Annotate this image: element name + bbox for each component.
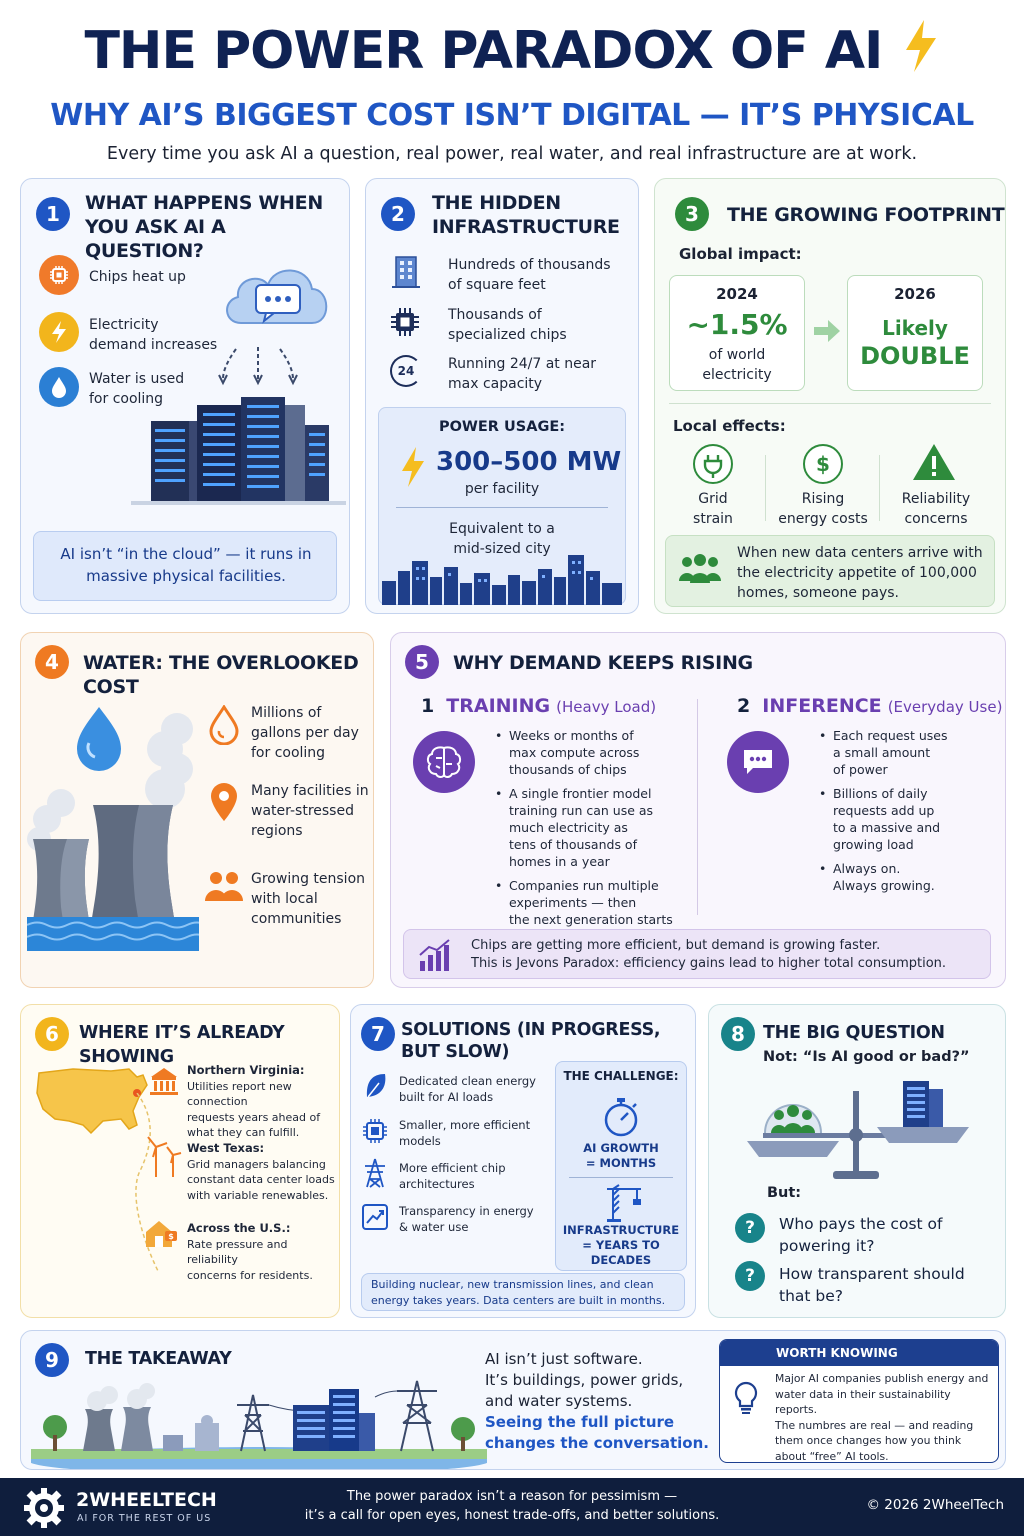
place-name: Across the U.S.: [187, 1221, 291, 1235]
place-line: constant data center loads [187, 1173, 335, 1186]
list-item-line: Many facilities in [251, 783, 369, 799]
clock-label: 24 [397, 364, 415, 378]
list-item-line: regions [251, 823, 303, 839]
bullet: • Weeks or months of max compute across thousands of chips [495, 728, 640, 777]
section-number: 4 [35, 645, 69, 679]
equivalent-line: Equivalent to a [449, 521, 555, 537]
section-number: 7 [361, 1017, 395, 1051]
effect-label-line: Rising [801, 491, 845, 507]
section-title-line: THE HIDDEN [432, 192, 561, 214]
footer-message-line: it’s a call for open eyes, honest trade-offs, and better solutions. [304, 1508, 720, 1523]
heading-sub: (Heavy Load) [556, 698, 657, 716]
list-item-line: Growing tension [251, 871, 366, 887]
section-title [401, 1019, 671, 1063]
global-impact-label: Global impact: [679, 245, 802, 263]
place-line: Utilities report new connection [187, 1079, 292, 1108]
server-rack-icon [131, 347, 346, 507]
list-item-line: with local [251, 891, 318, 907]
takeaway-line: and water systems. [485, 1392, 633, 1410]
section-5-card [390, 632, 1006, 988]
note-line: energy takes years. Data centers are built in months. [371, 1294, 666, 1307]
list-item-line: demand increases [89, 337, 218, 353]
training-heading [421, 693, 656, 720]
question-line: How transparent should [779, 1265, 965, 1283]
equivalent-line: mid-sized city [453, 541, 551, 557]
list-item-line: of square feet [448, 277, 546, 293]
lightning-icon [900, 18, 940, 74]
training-bullets [495, 727, 681, 928]
worth-knowing-title: WORTH KNOWING [776, 1346, 898, 1360]
list-item-line: Running 24/7 at near [448, 356, 597, 372]
people-icon [677, 553, 723, 587]
section-number: 2 [381, 197, 415, 231]
ai-growth-line: = MONTHS [585, 1156, 657, 1170]
section-number: 1 [36, 197, 70, 231]
solution-item [399, 1203, 534, 1235]
bar-chart-icon [417, 937, 453, 973]
section-8-card [708, 1004, 1006, 1318]
effect-label-line: strain [693, 511, 733, 527]
solution-line: More efficient chip [399, 1161, 506, 1175]
lightbulb-icon [733, 1381, 759, 1415]
place-line: with variable renewables. [187, 1188, 329, 1202]
leaf-icon [363, 1071, 389, 1101]
solution-item [399, 1117, 530, 1149]
place-line: concerns for residents. [187, 1268, 313, 1282]
question-mark: ? [745, 1218, 755, 1238]
copyright: © 2026 2WheelTech [866, 1497, 1004, 1513]
house-icon [143, 1217, 179, 1249]
list-item-line: specialized chips [448, 327, 567, 343]
heading-number: 2 [737, 695, 751, 717]
question-line: that be? [779, 1287, 844, 1305]
page-subtitle: WHY AI’S BIGGEST COST ISN’T DIGITAL — IT’S PHYSICAL [50, 98, 974, 133]
list-item: Chips heat up [89, 269, 186, 285]
section-1-card [20, 178, 350, 614]
place-line: requests years ahead of [187, 1110, 321, 1124]
worth-knowing-text [775, 1371, 995, 1464]
ai-growth-line: AI GROWTH [583, 1141, 659, 1155]
list-item [448, 255, 611, 295]
power-usage-label: POWER USAGE: [438, 419, 566, 435]
infrastructure-line: = YEARS TO [582, 1238, 660, 1252]
section-number: 3 [675, 197, 709, 231]
dollar-icon [802, 443, 844, 485]
divider [697, 699, 698, 915]
section-3-note-text [737, 543, 991, 603]
section-number: 6 [35, 1017, 69, 1051]
place-name: West Texas: [187, 1141, 265, 1155]
list-item-line: for cooling [89, 391, 164, 407]
divider [396, 507, 608, 508]
note-line: the electricity appetite of 100,000 [737, 565, 977, 581]
section-title: WHERE IT’S ALREADY SHOWING [79, 1023, 285, 1067]
divider [569, 1177, 673, 1178]
chip-icon [388, 305, 422, 339]
chat-bubble-icon [727, 731, 789, 793]
power-unit: per facility [464, 481, 540, 497]
place-entry [187, 1063, 337, 1141]
section-title-line: YOU ASK AI A QUESTION? [85, 216, 226, 262]
but-label: But: [767, 1185, 802, 1201]
stopwatch-icon [601, 1095, 641, 1139]
chip-icon [361, 1117, 389, 1145]
worth-knowing-line: The numbres are real — and reading [775, 1418, 974, 1432]
section-number: 5 [405, 645, 439, 679]
takeaway-emphasis: Seeing the full picture [485, 1413, 675, 1431]
question-icon [735, 1261, 765, 1291]
list-item-line: Electricity [89, 317, 159, 333]
solution-line: models [399, 1134, 441, 1148]
building-icon [390, 253, 422, 289]
effect-label-line: energy costs [778, 511, 868, 527]
infrastructure-line: DECADES [590, 1253, 652, 1267]
list-item-line: gallons per day [251, 725, 359, 741]
list-item-line: Millions of [251, 705, 322, 721]
note-line: Chips are getting more efficient, but demand is growing faster. [471, 938, 881, 953]
heading-title: INFERENCE [762, 695, 882, 717]
svg-text:$: $ [168, 1232, 174, 1241]
takeaway-line: AI isn’t just software. [485, 1350, 643, 1368]
solution-line: architectures [399, 1177, 475, 1191]
section-1-note-text [41, 543, 331, 587]
list-item [448, 354, 596, 394]
section-6-card [20, 1004, 340, 1318]
page-title [0, 18, 1024, 84]
place-entry [187, 1221, 337, 1283]
section-title-line: WHAT HAPPENS WHEN [85, 192, 323, 214]
effect-label [663, 489, 763, 529]
trend-chart-icon [361, 1203, 389, 1231]
note-line: AI isn’t “in the cloud” — it runs in [60, 545, 312, 563]
solution-line: Transparency in energy [399, 1204, 534, 1218]
list-item [251, 703, 359, 763]
effect-label-line: concerns [904, 511, 968, 527]
divider [879, 455, 880, 521]
crane-icon [603, 1183, 643, 1223]
brand-name: 2WHEELTECH [76, 1489, 217, 1511]
cloud-chat-icon [216, 253, 336, 343]
solution-item [399, 1160, 506, 1192]
worth-knowing-line: water data in their sustainability reports. [775, 1387, 951, 1416]
cooling-tower-illustration [27, 699, 199, 951]
svg-text:$: $ [816, 452, 830, 476]
people-icon [203, 869, 245, 903]
bullet: • Always on. Always growing. [819, 861, 935, 893]
list-item-line: communities [251, 911, 342, 927]
clock-24-icon [390, 355, 422, 387]
takeaway-emphasis: changes the conversation. [485, 1434, 709, 1452]
section-title-line: BUT SLOW) [401, 1042, 510, 1062]
solution-line: Dedicated clean energy [399, 1074, 536, 1088]
brain-icon [413, 731, 475, 793]
ai-growth-label [555, 1141, 687, 1171]
plug-icon [692, 443, 734, 485]
water-drop-icon [39, 367, 79, 407]
bullet: • Companies run multiple experiments — then the next generation starts [495, 878, 673, 927]
section-9-card [20, 1330, 1006, 1470]
place-name: Northern Virginia: [187, 1063, 305, 1077]
not-question: Not: “Is AI good or bad?” [763, 1049, 970, 1065]
solution-item [399, 1073, 536, 1105]
note-line: Building nuclear, new transmission lines, and clean [371, 1278, 654, 1291]
heading-number: 1 [421, 695, 435, 717]
place-line: Grid managers balancing [187, 1157, 326, 1171]
challenge-label: THE CHALLENGE: [563, 1069, 679, 1083]
section-2-card [365, 178, 639, 614]
warning-icon [911, 441, 957, 483]
section-title: THE BIG QUESTION [763, 1023, 945, 1043]
question-text [779, 1213, 942, 1257]
section-7-card [350, 1004, 696, 1318]
list-item-line: for cooling [251, 745, 326, 761]
gear-logo-icon [22, 1486, 66, 1530]
city-skyline-icon [382, 547, 624, 605]
solution-line: Smaller, more efficient [399, 1118, 531, 1132]
note-line: massive physical facilities. [86, 567, 286, 585]
connector-line [129, 1093, 169, 1283]
effect-label [881, 489, 991, 529]
section-title [432, 191, 632, 239]
heading-sub: (Everyday Use) [887, 698, 1003, 716]
effect-label [767, 489, 879, 529]
note-line: This is Jevons Paradox: efficiency gains lead to higher total consumption. [471, 956, 947, 971]
balance-scale-icon [743, 1077, 979, 1187]
list-item-line: water-stressed [251, 803, 354, 819]
solution-line: built for AI loads [399, 1090, 494, 1104]
arrow-right-icon [812, 317, 842, 345]
question-line: Who pays the cost of [779, 1215, 943, 1233]
divider [669, 403, 991, 404]
section-title: THE TAKEAWAY [85, 1349, 232, 1369]
place-line: what they can fulfill. [187, 1126, 300, 1139]
infrastructure-line: INFRASTRUCTURE [562, 1223, 680, 1237]
stat-value-line: Likely [882, 316, 948, 340]
footer-message-line: The power paradox isn’t a reason for pessimism — [346, 1489, 678, 1504]
section-3-card [654, 178, 1006, 614]
worth-knowing-line: Major AI companies publish energy and [775, 1372, 989, 1385]
capitol-icon [147, 1065, 181, 1097]
inference-heading [737, 693, 1002, 720]
effect-label-line: Reliability [901, 491, 971, 507]
bullet: • Billions of daily requests add up to a massive and growing load [819, 786, 941, 852]
transmission-tower-icon [361, 1157, 389, 1189]
power-value: 300–500 MW [436, 447, 622, 477]
stat-caption-line: of world [708, 347, 766, 363]
bullet: • Each request uses a small amount of power [819, 728, 948, 777]
page-intro: Every time you ask AI a question, real power, real water, and real infrastructure are at work. [106, 144, 918, 164]
lightning-icon [39, 312, 79, 352]
note-line: When new data centers arrive with [737, 545, 983, 561]
heading-title: TRAINING [446, 695, 551, 717]
section-5-note-text [471, 937, 946, 973]
water-drop-icon [207, 705, 241, 745]
stat-value-line: DOUBLE [860, 342, 970, 370]
stat-year: 2026 [894, 285, 936, 303]
chip-icon [39, 255, 79, 295]
question-line: powering it? [779, 1237, 875, 1255]
list-item [448, 305, 567, 345]
divider [765, 455, 766, 521]
solution-line: & water use [399, 1220, 469, 1234]
section-title-line: INFRASTRUCTURE [432, 216, 620, 238]
place-line: Rate pressure and reliability [187, 1237, 288, 1266]
list-item-line: Water is used [89, 371, 185, 387]
question-icon [735, 1213, 765, 1243]
effect-label-line: Grid [698, 491, 728, 507]
section-title-line: SOLUTIONS (IN PROGRESS, [401, 1020, 661, 1040]
list-item-line: Thousands of [448, 307, 542, 323]
wind-turbine-icon [143, 1133, 183, 1179]
note-line: homes, someone pays. [737, 585, 899, 601]
list-item [251, 869, 365, 929]
takeaway-text [485, 1349, 715, 1454]
map-pin-icon [207, 781, 241, 823]
page-title-text: THE POWER PARADOX OF AI [84, 21, 883, 81]
list-item-line: max capacity [448, 376, 543, 392]
section-title: WHY DEMAND KEEPS RISING [453, 652, 753, 674]
worth-knowing-line: about “free” AI tools. [775, 1449, 889, 1463]
inference-bullets [819, 727, 999, 894]
question-mark: ? [745, 1266, 755, 1286]
takeaway-line: It’s buildings, power grids, [485, 1371, 684, 1389]
list-item [251, 781, 369, 841]
place-entry [187, 1141, 337, 1203]
stat-value [847, 315, 983, 371]
worth-knowing-line: them once changes how you think [775, 1434, 962, 1447]
section-number: 8 [721, 1017, 755, 1051]
list-item-line: Hundreds of thousands [448, 257, 611, 273]
stat-caption-line: electricity [702, 367, 772, 383]
infrastructure-landscape-illustration [31, 1375, 487, 1470]
section-4-card [20, 632, 374, 988]
stat-caption [669, 345, 805, 385]
footer-message [262, 1487, 762, 1525]
brand-tagline: AI FOR THE REST OF US [77, 1513, 212, 1524]
stat-value: ~1.5% [686, 308, 788, 341]
bullet: • A single frontier model training run can use as much electricity as tens of thousands of homes in a year [495, 786, 654, 869]
section-7-note-text [371, 1277, 665, 1309]
question-text [779, 1263, 965, 1307]
stat-year: 2024 [716, 285, 758, 303]
section-title: THE GROWING FOOTPRINT [727, 204, 1005, 226]
section-title: WATER: THE OVERLOOKED COST [83, 652, 359, 698]
worth-knowing-header [720, 1340, 998, 1366]
infrastructure-label [555, 1223, 687, 1268]
local-effects-label: Local effects: [673, 417, 786, 435]
section-number: 9 [35, 1343, 69, 1377]
